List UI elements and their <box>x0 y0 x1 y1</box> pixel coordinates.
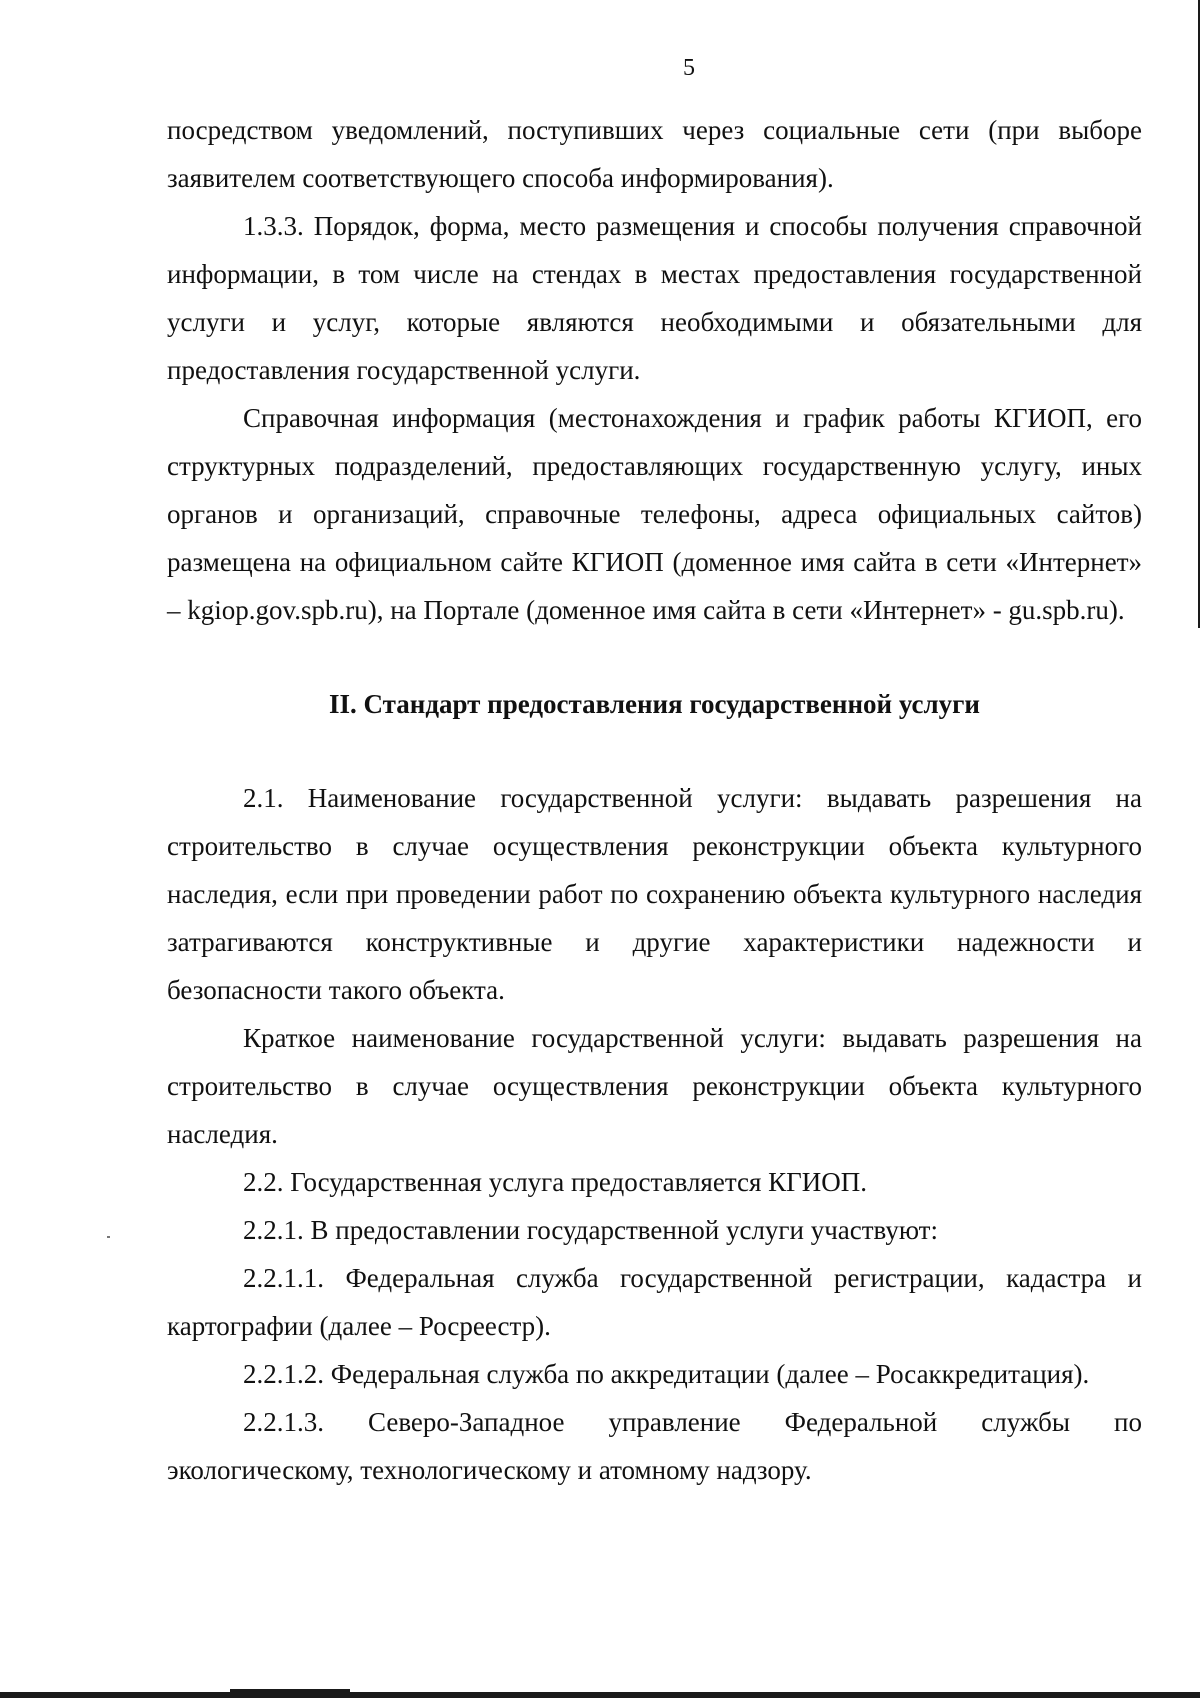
paragraph-continuation: посредством уведомлений, поступивших через социальные сети (при выборе заявителем соответствующего способа информирования). <box>167 115 1142 193</box>
scan-speck <box>107 1236 110 1238</box>
scan-edge-bottom <box>0 1692 1200 1698</box>
paragraph-2-2-1-1: 2.2.1.1. Федеральная служба государственной регистрации, кадастра и картографии (далее – Росреестр). <box>167 1263 1142 1341</box>
paragraph-short-name: Краткое наименование государственной услуги: выдавать разрешения на строительство в случае осуществления реконструкции объекта культурного наследия. <box>167 1023 1142 1149</box>
paragraph-2-2: 2.2. Государственная услуга предоставляется КГИОП. <box>243 1167 867 1197</box>
paragraph-1-3-3: 1.3.3. Порядок, форма, место размещения и способы получения справочной информации, в том числе на стендах в местах предоставления государственной услуги и услуг, которые являются необходимыми и обязательными для предоставления государственной услуги. <box>167 211 1142 385</box>
section-heading: II. Стандарт предоставления государственной услуги <box>329 689 980 719</box>
paragraph-2-2-1-3: 2.2.1.3. Северо-Западное управление Федеральной службы по экологическому, технологическому и атомному надзору. <box>167 1407 1142 1485</box>
page-number: 5 <box>683 55 695 81</box>
paragraph-2-2-1-2: 2.2.1.2. Федеральная служба по аккредитации (далее – Росаккредитация). <box>243 1359 1090 1389</box>
paragraph-2-2-1: 2.2.1. В предоставлении государственной услуги участвуют: <box>243 1215 938 1245</box>
paragraph-2-1: 2.1. Наименование государственной услуги: выдавать разрешения на строительство в случае осуществления реконструкции объекта культурного наследия, если при проведении работ по сохранению объекта культурного наследия затрагиваются конструктивные и другие характеристики надежности и безопасности такого объекта. <box>167 783 1142 1005</box>
paragraph-reference-info: Справочная информация (местонахождения и график работы КГИОП, его структурных подразделений, предоставляющих государственную услугу, иных органов и организаций, справочные телефоны, адреса официальных сайтов) размещена на официальном сайте КГИОП (доменное имя сайта в сети «Интернет» – kgiop.gov.spb.ru), на Портале (доменное имя сайта в сети «Интернет» - gu.spb.ru). <box>167 403 1142 625</box>
document-body <box>167 106 1142 1494</box>
